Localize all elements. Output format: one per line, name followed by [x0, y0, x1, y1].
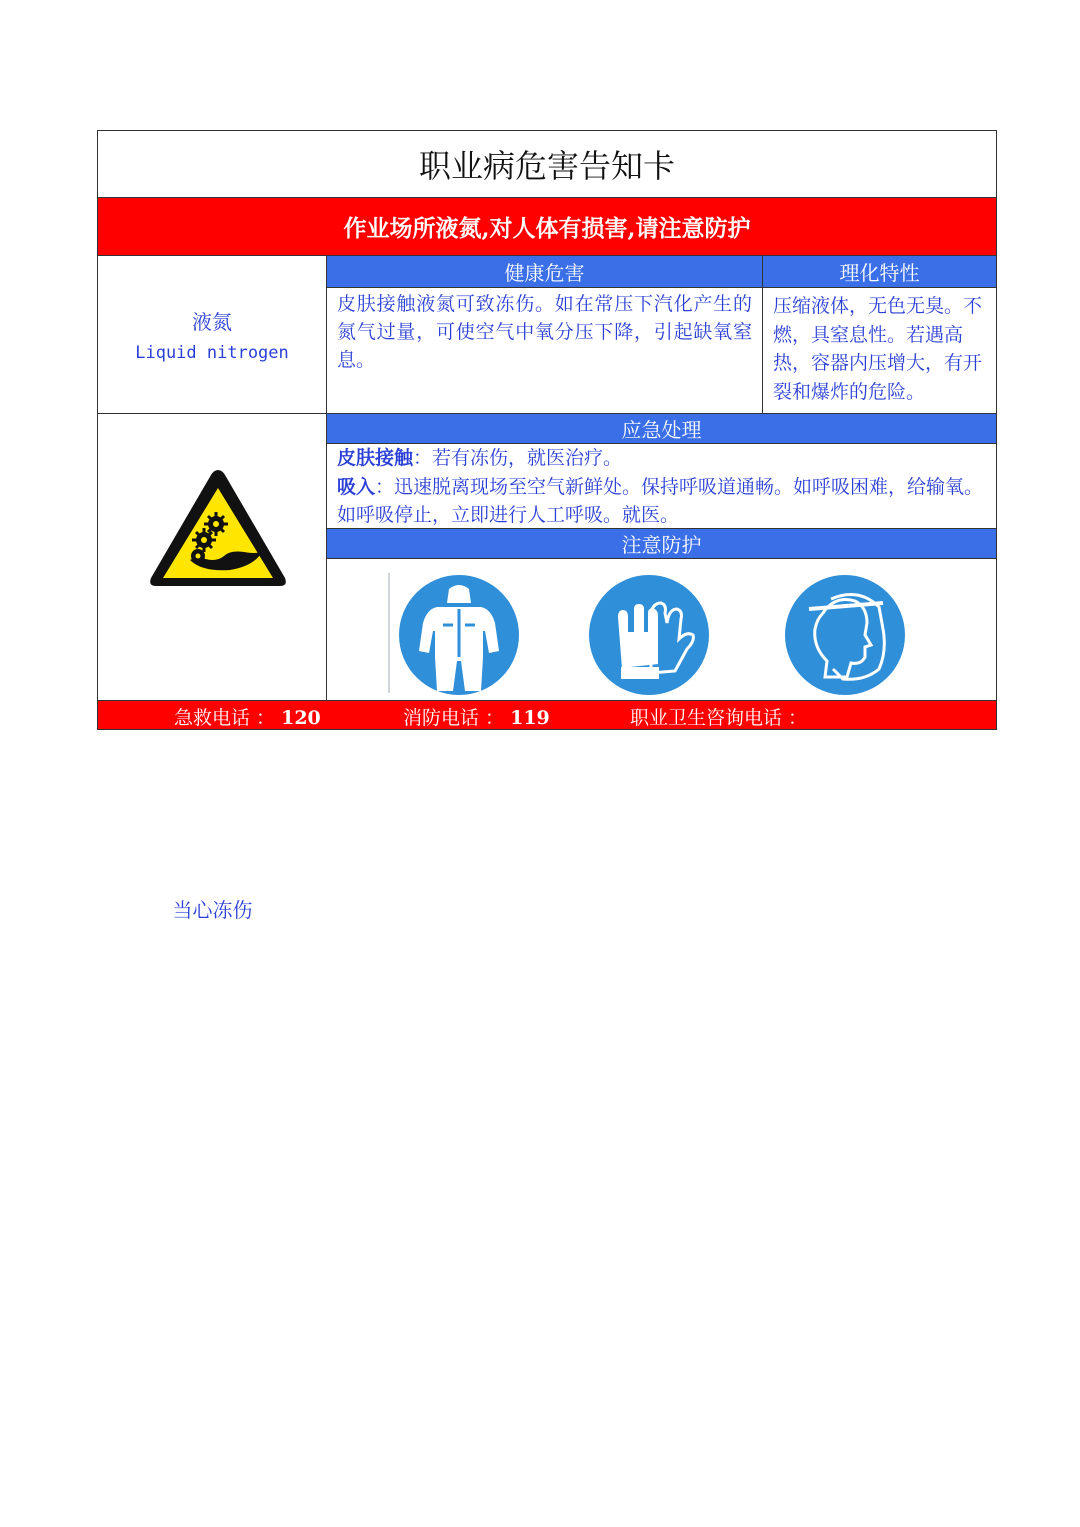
substance-name-cell: [98, 256, 327, 414]
skin-contact-text: ：若有冻伤，就医治疗。: [413, 447, 623, 469]
footer-hotlines: [98, 701, 996, 729]
protection-header: 注意防护: [327, 529, 996, 559]
divider-line: [388, 573, 390, 693]
inhalation-text: ：迅速脱离现场至空气新鲜处。保持呼吸道通畅。如呼吸困难，给输氧。如呼吸停止，立即进行人工呼吸。就医。: [337, 475, 984, 526]
protective-suit-icon: [397, 573, 521, 697]
inhalation-label: 吸入: [337, 475, 376, 498]
physicochemical-header: 理化特性: [763, 256, 996, 288]
warning-sign-label: 当心冻伤: [172, 898, 253, 922]
card-title: 职业病危害告知卡: [98, 131, 996, 198]
protection-icons: [327, 559, 996, 701]
warning-banner: 作业场所液氮,对人体有损害,请注意防护: [98, 198, 996, 256]
substance-name-cn: 液氮: [192, 310, 232, 334]
face-shield-icon: [783, 573, 907, 697]
first-aid-label: 急救电话 ：: [174, 707, 276, 729]
skin-contact-label: 皮肤接触: [337, 447, 414, 469]
emergency-header: 应急处理: [327, 414, 996, 444]
substance-name-en: Liquid nitrogen: [135, 343, 289, 363]
health-hazard-text: 皮肤接触液氮可致冻伤。如在常压下汽化产生的氮气过量，可使空气中氧分压下降，引起缺氧窒息。: [327, 288, 763, 414]
fire-label: 消防电话 ：: [403, 707, 505, 729]
first-aid-hotline: [174, 703, 321, 730]
health-hazard-header: 健康危害: [327, 256, 763, 288]
fire-hotline: [403, 703, 550, 730]
fire-number: 119: [510, 707, 550, 729]
emergency-text: [327, 444, 996, 529]
physicochemical-text: 压缩液体，无色无臭。不燃，具窒息性。若遇高热，容器内压增大，有开裂和爆炸的危险。: [763, 288, 996, 414]
frostbite-warning-icon: [146, 464, 290, 592]
health-consult-hotline: 职业卫生咨询电话 ：: [630, 707, 808, 729]
gloves-icon: [587, 573, 711, 697]
first-aid-number: 120: [281, 707, 321, 729]
hazard-notice-card: [97, 130, 997, 922]
